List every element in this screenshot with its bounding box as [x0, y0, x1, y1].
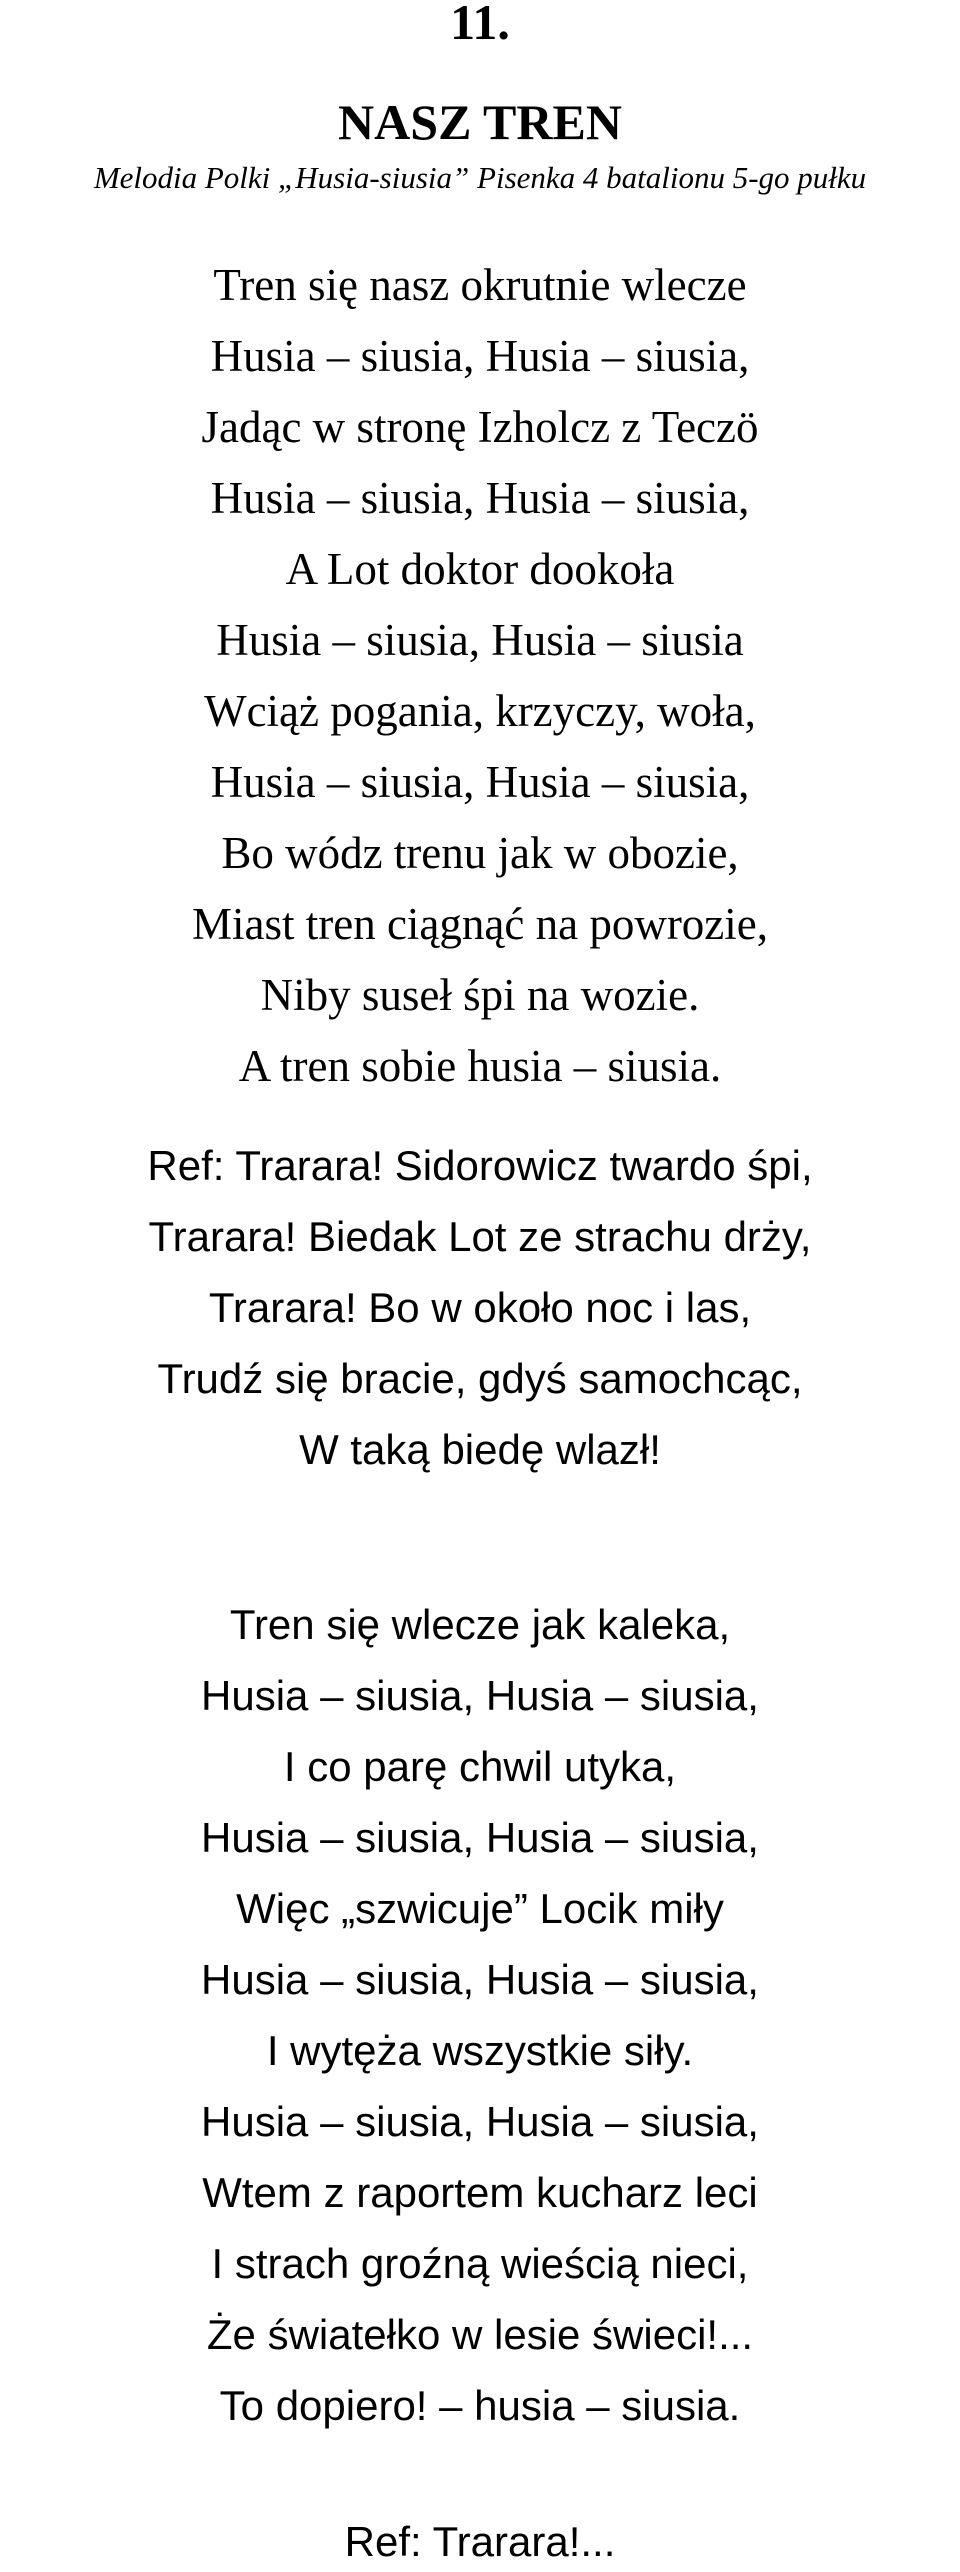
verse-line: Tren się nasz okrutnie wlecze: [213, 260, 747, 310]
verse-line: Husia – siusia, Husia – siusia,: [201, 1672, 759, 1719]
verse-line: Jadąc w stronę Izholcz z Teczö: [201, 402, 759, 452]
verse-line: Husia – siusia, Husia – siusia,: [201, 1956, 759, 2003]
verse-line: Wciąż pogania, krzyczy, woła,: [204, 686, 756, 736]
refrain-line: Trarara! Bo w około noc i las,: [208, 1284, 752, 1331]
song-subtitle: Melodia Polki „Husia-siusia” Pisenka 4 batalionu 5-go pułku: [93, 160, 867, 195]
verse-line: Husia – siusia, Husia – siusia,: [201, 1814, 759, 1861]
verse-line: Husia – siusia, Husia – siusia,: [201, 2098, 759, 2145]
verse-line: Niby suseł śpi na wozie.: [260, 970, 700, 1020]
verse-line: A tren sobie husia – siusia.: [238, 1041, 722, 1091]
song-number: 11.: [450, 0, 510, 50]
refrain-line: Ref: Trarara! Sidorowicz twardo śpi,: [147, 1142, 813, 1189]
verse-line: I co parę chwil utyka,: [283, 1743, 677, 1790]
verse-line: Tren się wlecze jak kaleka,: [229, 1601, 731, 1648]
refrain-line: W taką biedę wlazł!: [299, 1426, 661, 1473]
verse-2: [0, 1589, 960, 2441]
verse-line: Więc „szwicuje” Locik miły: [236, 1885, 724, 1932]
verse-line: I strach groźną wieścią nieci,: [211, 2240, 749, 2287]
verse-line: Że światełko w lesie świeci!...: [206, 2311, 754, 2358]
verse-line: Husia – siusia, Husia – siusia,: [210, 757, 750, 807]
verse-line: Miast tren ciągnąć na powrozie,: [191, 899, 768, 949]
verse-line: Husia – siusia, Husia – siusia: [216, 615, 744, 665]
refrain: [0, 1130, 960, 1485]
refrain-line: Trarara! Biedak Lot ze strachu drży,: [148, 1213, 812, 1260]
verse-line: A Lot doktor dookoła: [285, 544, 675, 594]
verse-line: Bo wódz trenu jak w obozie,: [221, 828, 739, 878]
verse-line: Husia – siusia, Husia – siusia,: [210, 331, 750, 381]
verse-line: Wtem z raportem kucharz leci: [202, 2169, 758, 2216]
refrain-line: Trudź się bracie, gdyś samochcąc,: [157, 1355, 803, 1402]
final-refrain: Ref: Trarara!...: [344, 2518, 616, 2565]
verse-line: To dopiero! – husia – siusia.: [219, 2382, 741, 2429]
verse-line: Husia – siusia, Husia – siusia,: [210, 473, 750, 523]
verse-1: [0, 250, 960, 1102]
song-title: NASZ TREN: [338, 94, 622, 150]
verse-line: I wytęża wszystkie siły.: [266, 2027, 694, 2074]
